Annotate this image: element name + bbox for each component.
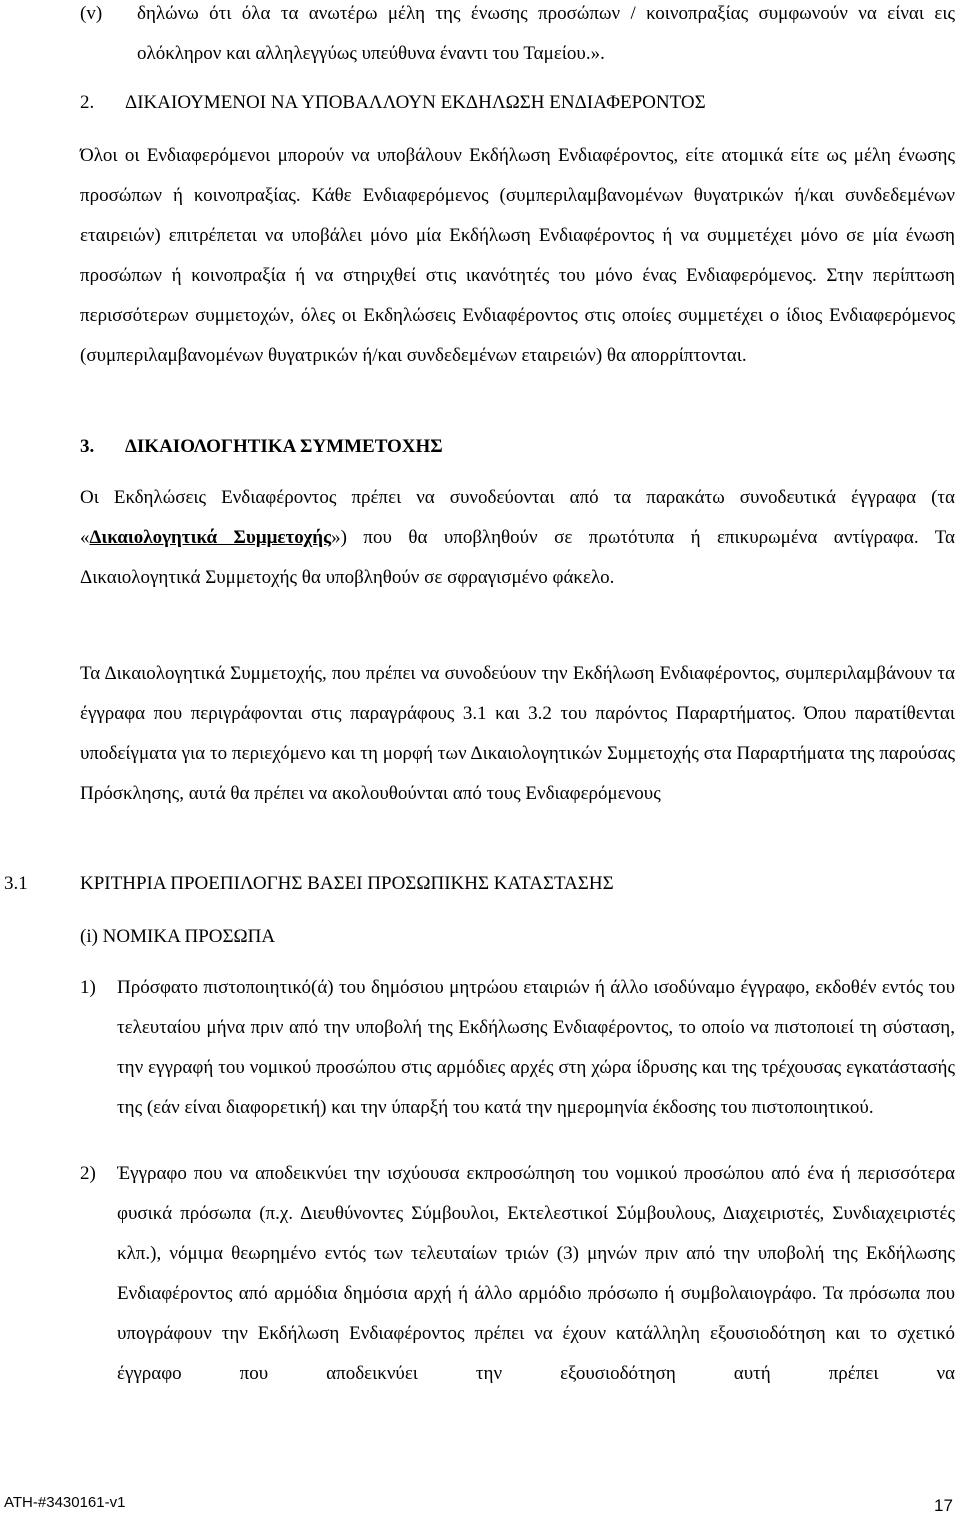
section-3-title: ΔΙΚΑΙΟΛΟΓΗΤΙΚΑ ΣΥΜΜΕΤΟΧΗΣ [125, 436, 443, 457]
section-3-para1-end: ») που θα υποβληθούν σε πρωτότυπα ή επικυρωμένα αντίγραφα. Τα Δικαιολογητικά Συμμετοχής θα υποβληθούν σε σφραγισμένο φάκελο. [80, 527, 955, 588]
section-3-1-title: ΚΡΙΤΗΡΙΑ ΠΡΟΕΠΙΛΟΓΗΣ ΒΑΣΕΙ ΠΡΟΣΩΠΙΚΗΣ ΚΑΤΑΣΤΑΣΗΣ [80, 873, 614, 894]
section-2-title: ΔΙΚΑΙΟΥΜΕΝΟΙ ΝΑ ΥΠΟΒΑΛΛΟΥΝ ΕΚΔΗΛΩΣΗ ΕΝΔΙΑΦΕΡΟΝΤΟΣ [125, 92, 706, 113]
list-item-number: 2) [80, 1163, 96, 1184]
item-v-label: (v) [80, 3, 103, 24]
section-3-number: 3. [80, 436, 95, 457]
section-3-1-number: 3.1 [4, 873, 28, 894]
section-2-number: 2. [80, 92, 95, 113]
section-2-paragraph: Όλοι οι Ενδιαφερόμενοι μπορούν να υποβάλουν Εκδήλωση Ενδιαφέροντος, είτε ατομικά είτε ως μέλη ένωσης προσώπων ή κοινοπραξίας. Κάθε Ενδιαφερόμενος (συμπεριλαμβανομένων θυγατρικών ή/και συνδεδεμένων εταιρειών) επιτρέπεται να υποβάλει μόνο μία Εκδήλωση Ενδιαφέροντος ή να συμμετέχει μόνο σε μία ένωση προσώπων ή κοινοπραξία ή να στηριχθεί στις ικανότητές του μόνο ένας Ενδιαφερόμενος. Στην περίπτωση περισσότερων συμμετοχών, όλες οι Εκδηλώσεις Ενδιαφέροντος στις οποίες συμμετέχει ο ίδιος Ενδιαφερόμενος (συμπεριλαμβανομένων θυγατρικών ή/και συνδεδεμένων εταιρειών) θα απορρίπτονται. [80, 145, 955, 366]
item-v-text: δηλώνω ότι όλα τα ανωτέρω μέλη της ένωσης προσώπων / κοινοπραξίας συμφωνούν να είναι εις ολόκληρον και αλληλεγγύως υπεύθυνα έναντι του Ταμείου.». [137, 3, 955, 64]
page-number: 17 [934, 1496, 953, 1515]
list-item-number: 1) [80, 977, 96, 998]
section-3-para1-start: Οι Εκδηλώσεις Ενδιαφέροντος πρέπει να συνοδεύονται από τα παρακάτω συνοδευτικά έγγραφα (τα « [80, 487, 955, 548]
section-3-paragraph-1 [80, 478, 955, 598]
section-3-1-subheading: (i) ΝΟΜΙΚΑ ΠΡΟΣΩΠΑ [80, 926, 276, 947]
section-3-paragraph-2: Τα Δικαιολογητικά Συμμετοχής, που πρέπει να συνοδεύουν την Εκδήλωση Ενδιαφέροντος, συμπεριλαμβάνουν τα έγγραφα που περιγράφονται στις παραγράφους 3.1 και 3.2 του παρόντος Παραρτήματος. Όπου παρατίθενται υποδείγματα για το περιεχόμενο και τη μορφή των Δικαιολογητικών Συμμετοχής στα Παραρτήματα της παρούσας Πρόσκλησης, αυτά θα πρέπει να ακολουθούνται από τους Ενδιαφερόμενους [80, 663, 955, 804]
list-item-text: Έγγραφο που να αποδεικνύει την ισχύουσα εκπροσώπηση του νομικού προσώπου από ένα ή περισσότερα φυσικά πρόσωπα (π.χ. Διευθύνοντες Σύμβουλοι, Εκτελεστικοί Σύμβουλους, Διαχειριστές, Συνδιαχειριστές κλπ.), νόμιμα θεωρημένο εντός των τελευταίων τριών (3) μηνών πριν από την υποβολή της Εκδήλωσης Ενδιαφέροντος από αρμόδια δημόσια αρχή ή άλλο αρμόδιο πρόσωπο ή συμβολαιογράφο. Τα πρόσωπα που υπογράφουν την Εκδήλωση Ενδιαφέροντος πρέπει να έχουν κατάλληλη εξουσιοδότηση και το σχετικό έγγραφο που αποδεικνύει την εξουσιοδότηση αυτή πρέπει να [117, 1163, 955, 1384]
document-id: ATH-#3430161-v1 [4, 1494, 126, 1511]
section-3-para1-emphasis: Δικαιολογητικά Συμμετοχής [89, 527, 332, 548]
list-item-text: Πρόσφατο πιστοποιητικό(ά) του δημόσιου μητρώου εταιριών ή άλλο ισοδύναμο έγγραφο, εκδοθέν εντός του τελευταίου μήνα πριν από την υποβολή της Εκδήλωσης Ενδιαφέροντος, το οποίο να πιστοποιεί τη σύσταση, την εγγραφή του νομικού προσώπου στις αρμόδιες αρχές στη χώρα ίδρυσης και της τρέχουσας εγκατάστασής της (εάν είναι διαφορετική) και την ύπαρξή του κατά την ημερομηνία έκδοσης του πιστοποιητικού. [117, 977, 955, 1118]
